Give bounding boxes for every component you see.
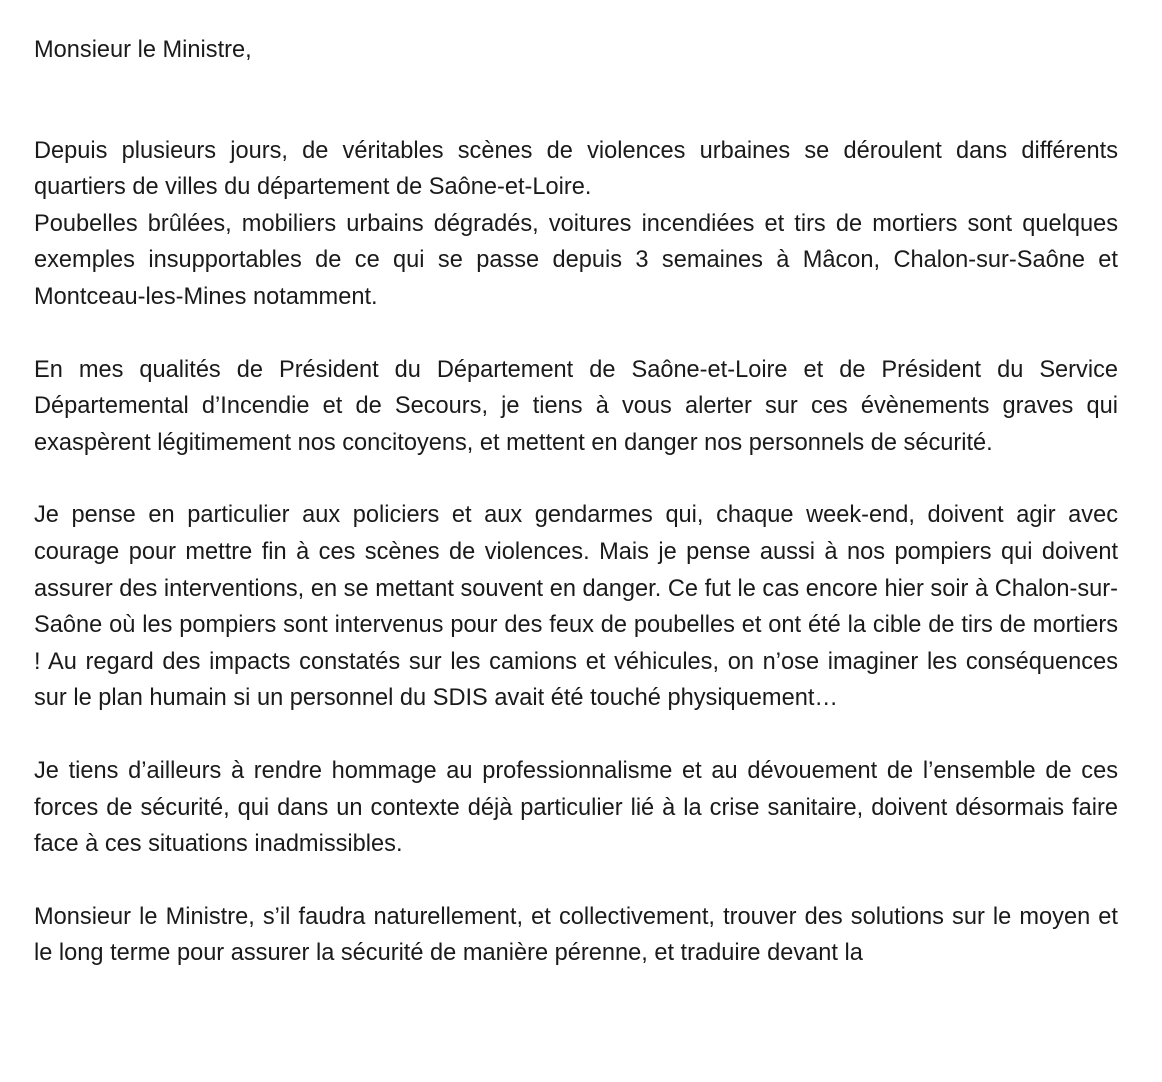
paragraph-alert: En mes qualités de Président du Département de Saône-et-Loire et de Président du Service Départemental d’Incendie et de Secours, je tiens à vous alerter sur ces évènements graves qui exaspèrent légitimement nos concitoyens, et mettent en danger nos personnels de sécurité. — [34, 356, 1118, 456]
paragraph-violences-intro: Depuis plusieurs jours, de véritables scènes de violences urbaines se déroulent dans différents quartiers de villes du département de Saône-et-Loire. — [34, 137, 1118, 201]
letter-body — [34, 32, 1118, 972]
paragraph-violences — [34, 133, 1118, 316]
paragraph-conclusion: Monsieur le Ministre, s’il faudra naturellement, et collectivement, trouver des solutions sur le moyen et le long terme pour assurer la sécurité de manière pérenne, et traduire devant la — [34, 903, 1118, 967]
paragraph-violences-examples: Poubelles brûlées, mobiliers urbains dégradés, voitures incendiées et tirs de mortiers sont quelques exemples insupportables de ce qui se passe depuis 3 semaines à Mâcon, Chalon-sur-Saône et Montceau-les-Mines notamment. — [34, 210, 1118, 310]
paragraph-tribute: Je tiens d’ailleurs à rendre hommage au professionnalisme et au dévouement de l’ensemble de ces forces de sécurité, qui dans un contexte déjà particulier lié à la crise sanitaire, doivent désormais faire face à ces situations inadmissibles. — [34, 757, 1118, 858]
paragraph-forces: Je pense en particulier aux policiers et aux gendarmes qui, chaque week-end, doivent agir avec courage pour mettre fin à ces scènes de violences. Mais je pense aussi à nos pompiers qui doivent assurer des interventions, en se mettant souvent en danger. Ce fut le cas encore hier soir à Chalon-sur-Saône où les pompiers sont intervenus pour des feux de poubelles et ont été la cible de tirs de mortiers ! Au regard des impacts constatés sur les camions et véhicules, on n’ose imaginer les conséquences sur le plan humain si un personnel du SDIS avait été touché physiquement… — [34, 502, 1118, 712]
salutation: Monsieur le Ministre, — [34, 37, 252, 63]
